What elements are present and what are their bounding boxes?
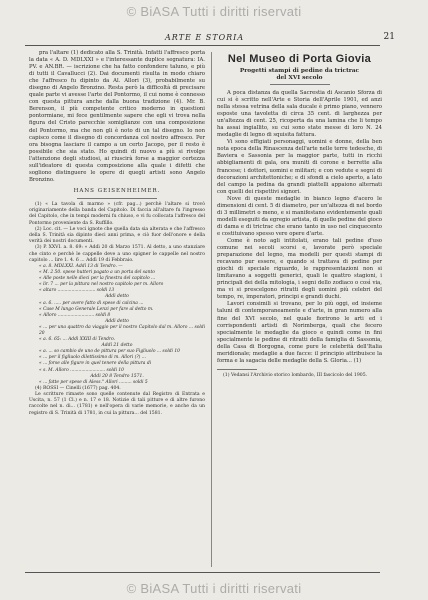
right-body-paragraph: Nove di queste medaglie in bianco legno d'acero le dimensioni di cent. 5 di diametro, per un'altezza di nel bordo di 3 millimetri o meno, e si manifestano evidentemente quali modelli eseguiti da egregio artista, di quelle pedine del gioco di dama e di trictrac che erano tanto in uso nel cinquecento e costituivano spesso vere opere d'arte. [217, 195, 382, 237]
column-divider [211, 52, 212, 567]
right-body-paragraph: Lavori consimili si trovano, per lo più oggi, ed insieme taluni di contemporaneamente e d'arte, in gran numero alla fine del XVI secolo, nel quale fiorirono le arti ed i corrispondenti artisti di Norimberga, quali che fecero specialmente le medaglie da gioco e quindi come in fini specialmente le pedine di ritratti della famiglia di Sassonia, della Casa di Borgogna, come pure le celebrità dell'Italia meridionale; medaglie a due facce: il principio attribuisce la forma e la sagacia delle medaglie della S. Gloria... (1) [217, 301, 382, 364]
document-quote-line: « ... forse alle figure in quel tenere della pittura di [39, 361, 152, 367]
footnote: (2) Loc. cit. — Le voci ignote che quella data sia alterata e che l'affresco della S. Trinità sia dipinto dieci anni prima, e ciò fuor dell'onore e della verità dei nostri documenti. [29, 226, 205, 245]
document-quote-line: « Alle poste nelle dieci per la finestra del capitolo ... [39, 276, 156, 282]
dated-entry: Addì 21 detto [101, 343, 133, 349]
document-quote-line: « a. 6. 65: ... Addì XXIII di Tendro. [39, 337, 116, 343]
document-quote-line: « Case M lungo Generale Lenzi per fare al detto m. [39, 306, 154, 312]
watermark-top: © BiASA Tutti i diritti riservati [126, 4, 302, 19]
page-number: 21 [383, 32, 395, 42]
header-rule [25, 45, 380, 46]
right-column [217, 50, 382, 379]
article-subheading: Progetti stampi di pedine da trictrac [239, 68, 360, 74]
document-quote-line: « ... per una quattro da viaggio per il nostro Capitolo dal m. Alloro ... soldi 20 [39, 324, 205, 336]
dated-entry: Addì 20 8 Tendro 1571. [90, 373, 144, 379]
document-quote-line: « a. 6. ..... per avere fatto di spese di calcina ... [39, 300, 144, 306]
left-column [29, 50, 205, 417]
footnote: (1) Vedansi l'Archivio storico lombardo, III fascicolo del 1905. [223, 372, 368, 378]
watermark-bottom: © BiASA Tutti i diritti riservati [126, 581, 302, 596]
document-quote-line: « lir. 7 ... per la pittura nel nostro capitolo per m. Alloro [39, 282, 164, 288]
footnote-separator [217, 369, 257, 370]
footnote: (1) « La tavola di marmo » (cfr. pag...) perchè l'altare si trovò originariamente della banda del Capitolo. Di faccia all'altare fu l'ingresso del Capitolo, che in tempi moderni fu chiuso, e vi fu collocata l'affresco del Pontormo proveniente da S. Ruffillo. [29, 201, 205, 226]
right-body-paragraph: A poca distanza da quella Sacrestia di Ascanio Sforza di cui si è scritto nell'Arte e Storia dell'Aprile 1901, ed anzi nella stessa vetrina della sala ducale è primo piano, vennero esposte una tavoletta di circa 35 cent. di larghezza per un'altezza di cent. 25, ricoperta da una lamina che li tempo ha assai ingiallito, su cui sono state messe di loro N. 24 medaglie di legno di squisita fattura. [217, 90, 382, 139]
dated-entry: Addì detto [105, 318, 129, 324]
author-signature: HANS GEISENHEIMER. [73, 187, 161, 194]
left-body-paragraph: pra l'altare (1) dedicato alla S. Trinità. Infatti l'affresco porta la data « A. D. MDLXXI » e l'interessante duplice segnatura: IA. PV. e AN.BR. — iscrizione che ha fatto confondere taluno, e più di tutti il Cavallucci (2). Dai documenti risulta in modo chiaro che l'affresco fu dipinto da Al. Allori (3), probabilmente su disegno di Angelo Bronzino. Resta però la difficoltà di precisare quale parte vi avesse l'arte del Pontormo, il cui nome è connesso con questa pittura anche dalla buona tradizione (4). Mr. B. Berenson, il più competente critico moderno in questioni pontormiane, mi fece gentilmente sapere che egli vi trova nella figura del Cristo parecchie somiglianze con una composizione del Pontormo, ma che non gli è noto di un tal disegno. Io non capisco come il disegno di concordanza col nostro affresco. Per ora bisogna lasciare il campo a un certo Jacopo, per il resto è possibile che sia stato. Ho quindi di nuovo a più si rivolge l'attenzione degli studiosi, ai riuscirà forse a maggior certezza sull'ideatore di questa composizione alla quale i difetti che sogliono distinguere le opere di quegli artisti sono Angelo Bronzino. [29, 50, 205, 183]
footnote: (3) P. XXVI. a. 8. 69: « Addì 20 di Marzo 1571. Al detto, a uno stanziare che cinto e perchè le cappelle deve a uno spigner le cappelle nel nostro capitolo ... lire 1. 4. 6 ... Addì 19 di Febbraio. [29, 245, 205, 263]
document-quote-line: « Alloro .......................... soldi 8 [39, 312, 111, 318]
subheading-rule [270, 84, 330, 85]
dated-entry: Addì detto [105, 294, 129, 300]
running-title: ARTE E STORIA [165, 33, 245, 42]
document-quote-line: « a. 8. MDLXXI. Addì 13 di Tendro. — [39, 263, 123, 269]
footnote-separator [77, 198, 157, 199]
article-headline: Nel Museo di Porta Giovia [227, 53, 372, 65]
right-body-paragraph: Come è noto agli intitolati, erano tali pedine d'uso comune nei secoli scorsi e, lavorate però speciale preparazione del legno, ma modelli per questi stampi di recavano pur essere, e quando si trattava di pedine per giochi di speciale riguardo, le rappresentazioni non si limitavano a soggetti generici, quali le quattro stagioni, i principali dei della mitologia, i segni dello zodiaco o così via, ma vi si prescelgono ritratti degli uomini più celebri del tempo, re, imperatori, principi e grandi duchi. [217, 237, 382, 301]
footnote: Le scritture rimaste sono quelle contenute dal Registro di Entrata e Uscita, n. 57 (1 Cl.) e n. 17 e 18. Notizie di tali pitture e di altre furono raccolte nel n. di... (1781) e nell'opera di varie memorie, e anche da un registro di S. Trinità di 1781, in cui la pittura... del 1581. [29, 392, 205, 416]
document-quote-line: « altaro ........................... soldi 13 [39, 288, 115, 294]
document-quote-line: « s. M. Alloro ......................... soldi 10 [39, 367, 124, 373]
right-body-paragraph: Vi sono effigiati personaggi, uomini e donne, della ben nota epoca della Rinascenza dell'arte nelle terre tedesche, di Baviera e Sassonia per la maggior parte, tutti in ricchi abbigliamenti di gala, ora muniti di corone e berrette alla francese; i dottori, uomini e militari; e con vedute e segni di decorazioni architettoniche; e di sfondi a cielo aperto, a lato del campo la pedina da grandi piattelli appaiono alternati con quelli dei rispettivi signori. [217, 139, 382, 195]
document-quote-line: « ... fatte per spese di Aless.° Allori ......... soldi 5 [39, 379, 148, 385]
article-subheading-line2: del XVI secolo [276, 75, 323, 81]
document-quote-line: « a. ... so cambio de uno de pittura per suo Figliuolo ... soldi 10 [39, 349, 180, 355]
document-quote-line: « ... per il figliuolo dilettissimo di m. Allori (?) ... [39, 355, 146, 361]
document-quote-line: « M. 2 50. spese hutteri pagato a un porta del santo [39, 270, 155, 276]
footnote: (4) ROSSI — Cinelli (1677) pag. 404. [35, 385, 121, 391]
footer-rule [25, 572, 380, 573]
